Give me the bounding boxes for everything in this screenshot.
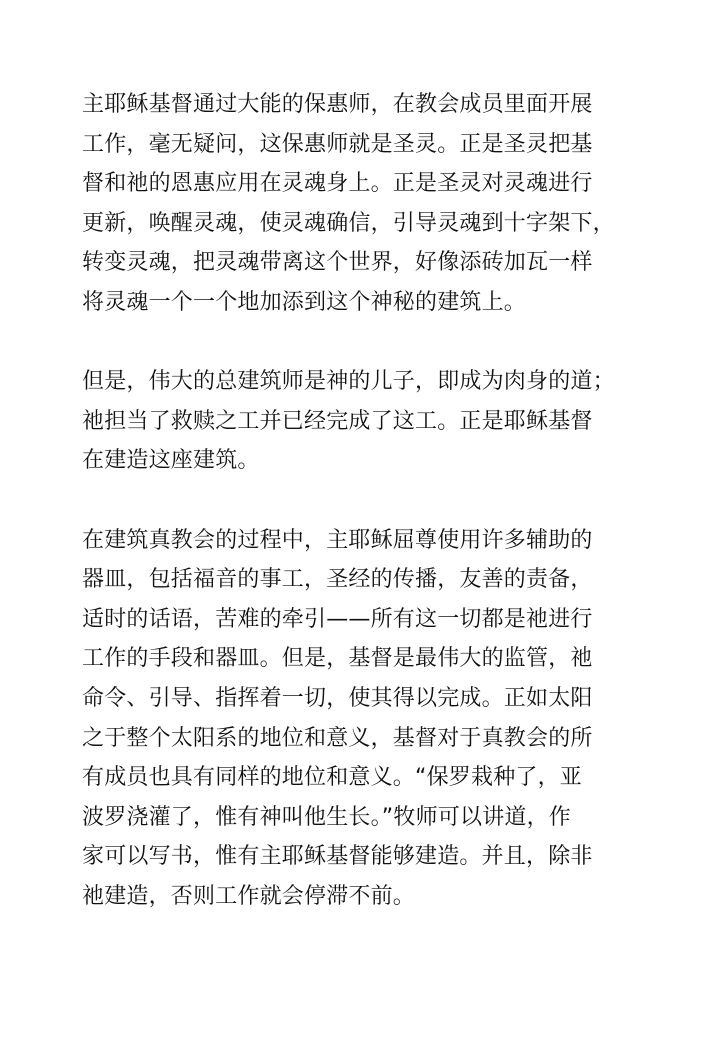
text-line: 工作，毫无疑问，这保惠师就是圣灵。正是圣灵把基 [82, 131, 593, 157]
paragraph-spacer [82, 323, 642, 363]
text-line: 之于整个太阳系的地位和意义，基督对于真教会的所 [82, 725, 593, 751]
text-line: 有成员也具有同样的地位和意义。“保罗栽种了，亚 [82, 765, 582, 791]
text-line: 转变灵魂，把灵魂带离这个世界，好像添砖加瓦一样 [82, 250, 593, 276]
text-line: 祂建造，否则工作就会停滞不前。 [82, 883, 416, 909]
paragraph-2 [82, 362, 642, 481]
text-line: 更新，唤醒灵魂，使灵魂确信，引导灵魂到十字架下， [82, 210, 615, 236]
text-line: 命令、引导、指挥着一切，使其得以完成。正如太阳 [82, 685, 593, 711]
paragraph-1 [82, 85, 642, 323]
text-line: 祂担当了救赎之工并已经完成了这工。正是耶稣基督 [82, 408, 593, 434]
text-line: 将灵魂一个一个地加添到这个神秘的建筑上。 [82, 289, 527, 315]
text-line: 工作的手段和器皿。但是，基督是最伟大的监管，祂 [82, 646, 593, 672]
text-line: 在建筑真教会的过程中，主耶稣屈尊使用许多辅助的 [82, 527, 593, 553]
text-line: 器皿，包括福音的事工，圣经的传播，友善的责备， [82, 567, 593, 593]
article-body [82, 85, 642, 916]
paragraph-3 [82, 521, 642, 917]
text-line: 主耶稣基督通过大能的保惠师，在教会成员里面开展 [82, 92, 593, 117]
text-line: 但是，伟大的总建筑师是神的儿子，即成为肉身的道； [82, 369, 615, 395]
text-line: 适时的话语，苦难的牵引——所有这一切都是祂进行 [82, 606, 593, 632]
text-line: 在建造这座建筑。 [82, 448, 260, 474]
text-line: 督和祂的恩惠应用在灵魂身上。正是圣灵对灵魂进行 [82, 171, 593, 197]
text-line: 家可以写书，惟有主耶稣基督能够建造。并且，除非 [82, 844, 593, 870]
paragraph-spacer [82, 481, 642, 521]
text-line: 波罗浇灌了，惟有神叫他生长。”牧师可以讲道，作 [82, 804, 571, 830]
